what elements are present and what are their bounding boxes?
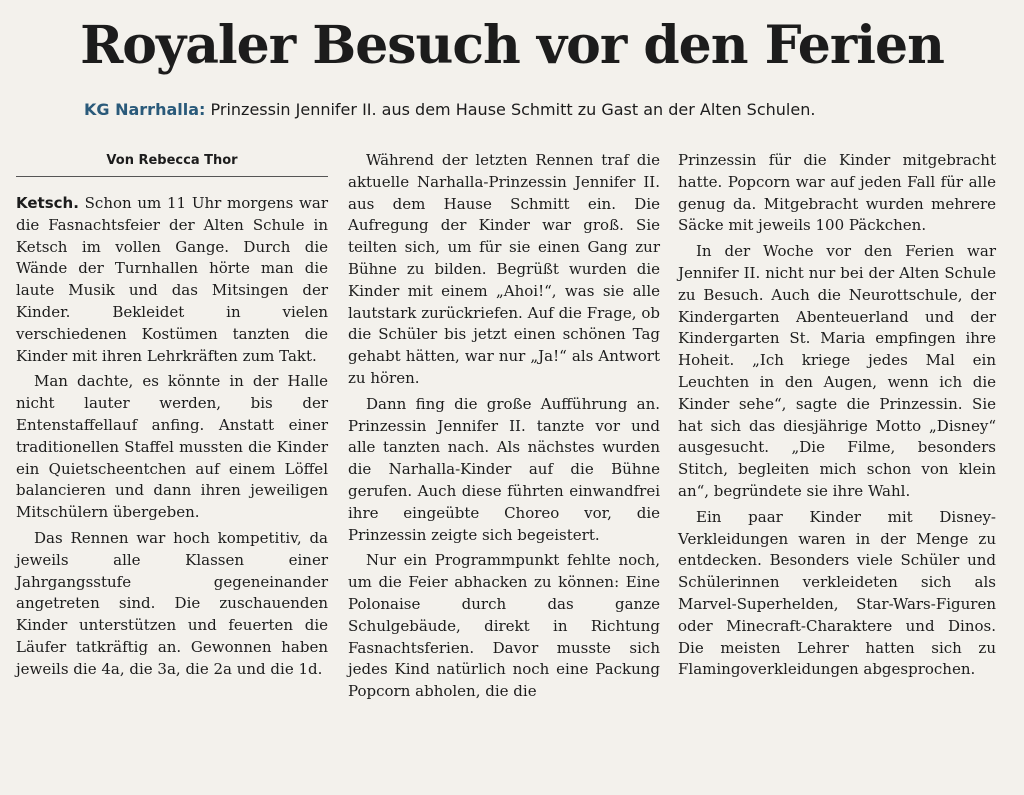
dateline: Ketsch. <box>16 194 79 212</box>
subheadline-text: Prinzessin Jennifer II. aus dem Hause Schmitt zu Gast an der Alten Schulen. <box>210 100 816 119</box>
paragraph: Nur ein Programmpunkt fehlte noch, um die Feier abhacken zu können: Eine Polonaise durch das ganze Schulgebäude, direkt in Richtung Fasnachtsferien. Davor musste sich jedes Kind natürlich noch eine Packung Popcorn abholen, die die <box>348 551 660 701</box>
article-headline: Royaler Besuch vor den Ferien <box>80 15 944 76</box>
article-column-3 <box>678 150 996 685</box>
subheadline-kicker: KG Narrhalla: <box>84 100 206 119</box>
paragraph: Das Rennen war hoch kompetitiv, da jeweils alle Klassen einer Jahrgangsstufe gegeneinander angetreten sind. Die zuschauenden Kinder unterstützen und feuerten die Läufer tatkräftig an. Gewonnen haben jeweils die 4a, die 3a, die 2a und die 1d. <box>16 528 328 678</box>
paragraph: Ein paar Kinder mit Disney-Verkleidungen waren in der Menge zu entdecken. Besonders viele Schüler und Schülerinnen verkleideten sich als Marvel-Superhelden, Star-Wars-Figuren oder Minecraft-Charaktere und Dinos. Die meisten Lehrer hatten sich zu Flamingoverkleidungen abgesprochen. <box>678 507 996 679</box>
byline: Von Rebecca Thor <box>16 150 328 177</box>
article-subheadline <box>84 98 1004 122</box>
paragraph: In der Woche vor den Ferien war Jennifer II. nicht nur bei der Alten Schule zu Besuch. Auch die Neurottschule, der Kindergarten Abenteuerland und der Kindergarten St. Maria empfingen ihre Hoheit. „Ich kriege jedes Mal ein Leuchten in den Augen, wenn ich die Kinder sehe“, sagte die Prinzessin. Sie hat sich das diesjährige Motto „Disney“ ausgesucht. „Die Filme, besonders Stitch, begleiten mich schon von klein an“, begründete sie ihre Wahl. <box>678 242 996 500</box>
article-column-2 <box>348 150 660 707</box>
paragraph-text: Schon um 11 Uhr morgens war die Fasnachtsfeier der Alten Schule in Ketsch im vollen Gange. Durch die Wände der Turnhallen hörte man die laute Musik und das Mitsingen der Kinder. Bekleidet in vielen verschiedenen Kostümen tanzten die Kinder mit ihren Lehrkräften zum Takt. <box>16 194 328 365</box>
paragraph: Während der letzten Rennen traf die aktuelle Narhalla-Prinzessin Jennifer II. aus dem Hause Schmitt ein. Die Aufregung der Kinder war groß. Sie teilten sich, um für sie einen Gang zur Bühne zu bilden. Begrüßt wurden die Kinder mit einem „Ahoi!“, was sie alle lautstark zurückriefen. Auf die Frage, ob die Schüler bis jetzt einen schönen Tag gehabt hätten, war nur „Ja!“ als Antwort zu hören. <box>348 151 660 387</box>
paragraph: Prinzessin für die Kinder mitgebracht hatte. Popcorn war auf jeden Fall für alle genug da. Mitgebracht wurden mehrere Säcke mit jeweils 100 Päckchen. <box>678 151 996 235</box>
paragraph: Man dachte, es könnte in der Halle nicht lauter werden, bis der Entenstaffellauf anfing. Anstatt einer traditionellen Staffel mussten die Kinder ein Quietscheentchen auf einem Löffel balancieren und dann ihren jeweiligen Mitschülern übergeben. <box>16 372 328 522</box>
paragraph <box>16 193 328 367</box>
paragraph: Dann fing die große Aufführung an. Prinzessin Jennifer II. tanzte vor und alle tanzten nach. Als nächstes wurden die Narhalla-Kinder auf die Bühne gerufen. Auch diese führten einwandfrei ihre eingeübte Choreo vor, die Prinzessin zeigte sich begeistert. <box>348 394 660 544</box>
article-column-1 <box>16 150 328 685</box>
